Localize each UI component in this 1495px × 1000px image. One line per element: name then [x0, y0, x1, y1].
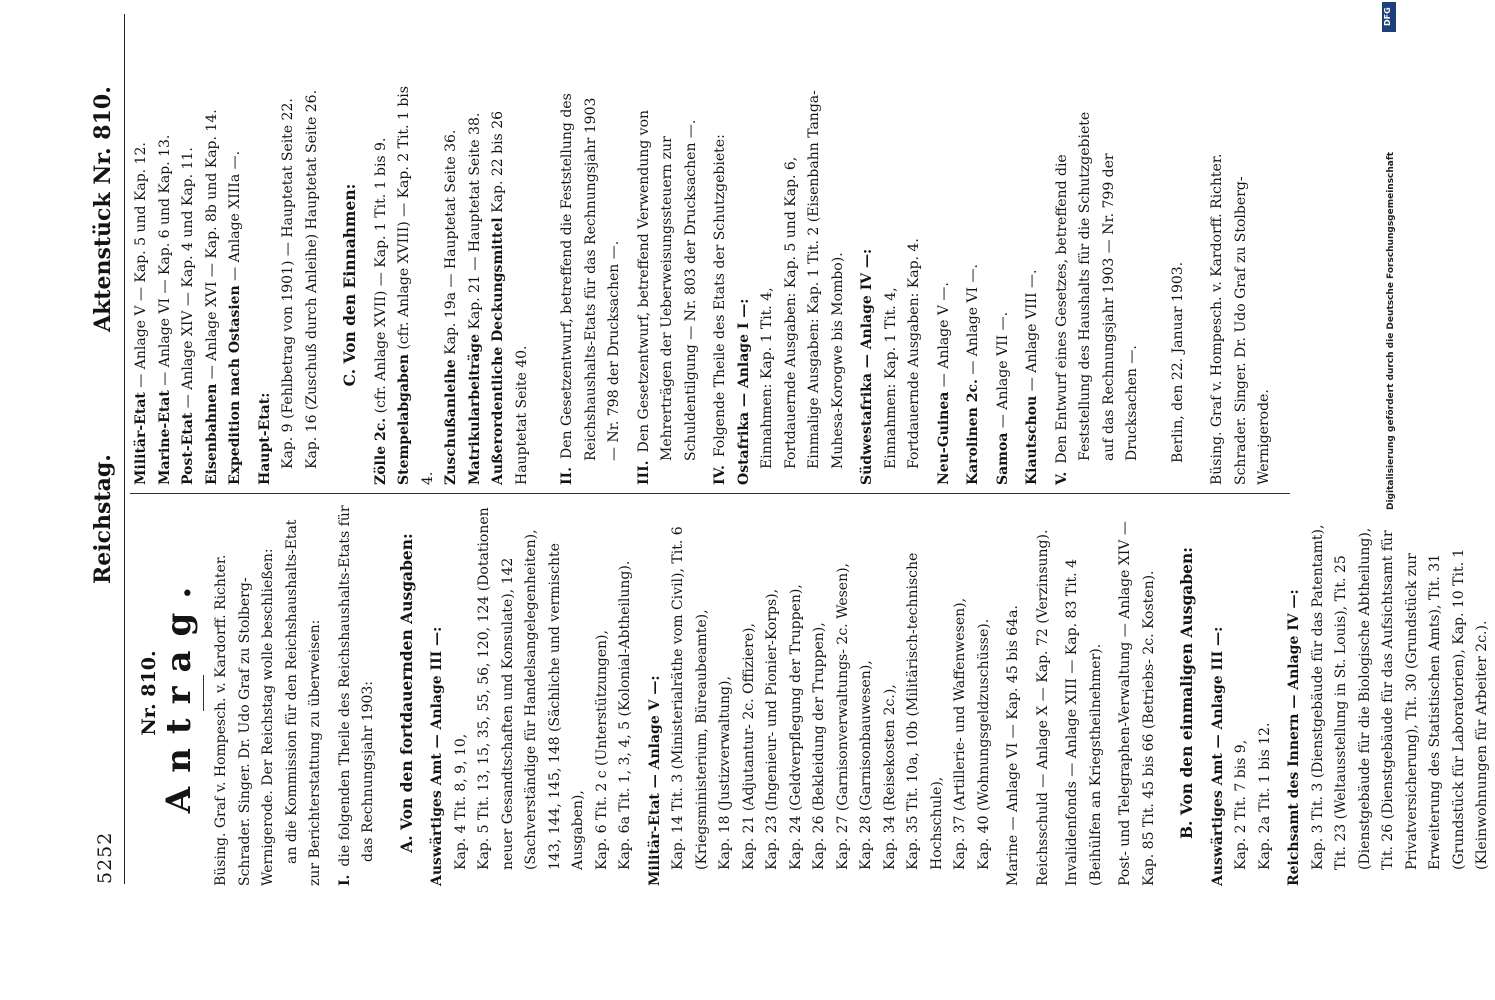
- item-IV-number: IV.: [712, 465, 728, 485]
- colony-text: — Anlage VIII —.: [1024, 269, 1040, 396]
- mil-line: Kap. 26 (Bekleidung der Truppen),: [811, 622, 827, 870]
- mil-line: Kap. 40 (Wohnungsgeldzuschüsse).: [975, 618, 992, 870]
- colony-head: Neu-Guinea: [935, 391, 952, 485]
- reichsschuld-line: Reichsschuld — Anlage X — Kap. 72 (Verzinsung).: [1034, 529, 1051, 886]
- ostafrika-heading: Ostafrika — Anlage I —:: [735, 298, 752, 485]
- invalidenfonds-line: Invalidenfonds — Anlage XIII — Kap. 83 Tit. 4 (Beihülfen an Kriegstheilnehmer).: [1064, 559, 1104, 886]
- item-III-text: Den Gesetzentwurf, betreffend Verwendung von Mehrerträgen der Ueberweisungssteuern zur Schuldentilgung — Nr. 803 der Drucksachen —.: [635, 109, 699, 461]
- item-IV: [709, 85, 733, 485]
- colony-text: — Anlage VI —.: [965, 264, 981, 380]
- etat-entry-text: — Anlage VI — Kap. 6 und Kap. 13.: [156, 134, 173, 391]
- haupt-etat-line: Kap. 16 (Zuschuß durch Anleihe) Hauptetat Seite 26.: [303, 89, 320, 469]
- etat-entry-head: Marine-Etat: [156, 390, 173, 485]
- ostafrika-line: Einmalige Ausgaben: Kap. 1 Tit. 2 (Eisenbahn Tanga-Muhesa-Korogwe bis Mombo).: [806, 90, 846, 469]
- colony-text: — Anlage V —.: [935, 282, 952, 392]
- einnahme-entry: [393, 85, 440, 485]
- running-document-number: Aktenstück Nr. 810.: [90, 86, 116, 332]
- etat-entry: [201, 85, 225, 485]
- einnahme-text: Kap. 19a — Hauptetat Seite 36.: [443, 129, 459, 360]
- suedwestafrika-list: [880, 85, 927, 485]
- aa2-line: Kap. 2a Tit. 1 bis 12.: [1256, 722, 1273, 870]
- mil-line: Kap. 28 (Garnisonbauwesen),: [858, 660, 874, 870]
- suedwestafrika-line: Fortdauernde Ausgaben: Kap. 4.: [906, 238, 922, 469]
- item-V-number: V.: [1053, 471, 1070, 485]
- running-head: [84, 14, 124, 884]
- etat-entry-head: Post-Etat: [180, 412, 196, 485]
- aa2-heading: Auswärtiges Amt — Anlage III —:: [1209, 626, 1226, 886]
- einnahme-head: Außerordentliche Deckungsmittel: [490, 217, 506, 485]
- aa-line: Kap. 6a Tit. 1, 3, 4, 5 (Kolonial-Abtheilung).: [617, 560, 633, 870]
- colony-entry: [1021, 85, 1045, 485]
- einnahme-head: Zuschußanleihe: [443, 359, 459, 485]
- item-IV-text: Folgende Theile des Etats der Schutzgebiete:: [712, 134, 728, 458]
- mil-line: Kap. 37 (Artillerie- und Waffenwesen),: [952, 597, 968, 870]
- date-line: Berlin, den 22. Januar 1903.: [1169, 261, 1186, 463]
- einnahme-text: Kap. 22 bis 26 Hauptetat Seite 40.: [490, 110, 530, 485]
- mil-line: Kap. 35 Tit. 10a, 10b (Militärisch-technische Hochschule),: [905, 552, 945, 870]
- etat-entry-text: — Anlage V — Kap. 5 und Kap. 12.: [133, 142, 149, 393]
- colony-head: Samoa: [994, 432, 1011, 485]
- intro-paragraph: Büsing. Graf v. Hompesch. v. Kardorff. Richter. Schrader. Singer. Dr. Udo Graf zu Stolberg-Wernigerode. Der Reichstag wolle beschließen:: [213, 548, 276, 886]
- einnahme-head: Stempelabgaben: [396, 354, 412, 485]
- mil-line: Kap. 23 (Ingenieur- und Pionier-Korps),: [764, 588, 780, 870]
- left-column: [130, 500, 1495, 886]
- mil-line: Kap. 18 (Justizverwaltung),: [717, 676, 733, 870]
- ri-text: Kap. 3 Tit. 3 (Dienstgebäude für das Patentamt), Tit. 23 (Weltausstellung in St. Louis), Tit. 25 (Dienstgebäude für die Biologische Abtheilung), Tit. 26 (Dienstgebäude für das Aufsichtsamt für Privatversicherung), Tit. 30 (Grundstück zur Erweiterung des Statistischen Amts), Tit. 31 (Grundstück für Laboratorien), Kap. 10 Tit. 1 (Kleinwohnungen für Arbeiter 2c.).: [1309, 524, 1490, 870]
- colony-text: — Anlage VII —.: [994, 311, 1011, 433]
- item-I-text: die folgenden Theile des Reichshaushalts-Etats für das Rechnungsjahr 1903:: [336, 505, 376, 867]
- haupt-etat-line: Kap. 9 (Fehlbetrag von 1901) — Hauptetat Seite 22.: [280, 98, 296, 469]
- intro-instruction: an die Kommission für den Reichshaushalts-Etat zur Berichterstattung zu überweisen:: [283, 519, 323, 886]
- item-V-text: Den Entwurf eines Gesetzes, betreffend die Feststellung des Haushalts für die Schutzgebiete auf das Rechnungsjahr 1903 — Nr. 799 der Drucksachen —.: [1053, 111, 1140, 464]
- colony-head: Kiautschou: [1024, 395, 1040, 485]
- marine-line: Marine — Anlage VI — Kap. 45 bis 64a.: [1005, 605, 1021, 886]
- aa-heading: Auswärtiges Amt — Anlage III —:: [429, 626, 445, 886]
- mil-list: [667, 500, 996, 886]
- section-A-heading: A. Von den fortdauernden Ausgaben:: [396, 533, 416, 853]
- etat-entry-head: Eisenbahnen: [203, 383, 220, 485]
- ri-heading: Reichsamt des Innern — Anlage IV —:: [1286, 589, 1302, 886]
- mil-line: Kap. 21 (Adjutantur- 2c. Offiziere),: [740, 623, 757, 870]
- item-II-text: Den Gesetzentwurf, betreffend die Feststellung des Reichshaushalts-Etats für das Rechnungsjahr 1903 — Nr. 798 der Drucksachen —.: [559, 93, 622, 461]
- page-number: 5252: [94, 831, 116, 884]
- suedwestafrika-heading: Südwestafrika — Anlage IV —:: [859, 248, 875, 485]
- aa-line: Kap. 4 Tit. 8, 9, 10,: [452, 733, 469, 870]
- einnahme-entry: [464, 85, 488, 485]
- etat-entry-text: — Anlage XIV — Kap. 4 und Kap. 11.: [180, 147, 196, 413]
- running-title: Reichstag.: [90, 454, 116, 584]
- mil-line: Kap. 24 (Geldverpflegung der Truppen),: [787, 584, 804, 870]
- etat-entry: [177, 85, 201, 485]
- aa2-list: [1230, 500, 1277, 886]
- dfg-logo-text: DFG: [1383, 7, 1392, 26]
- digitization-note: [1383, 0, 1397, 1000]
- mil-heading: Militär-Etat — Anlage V —:: [646, 675, 663, 886]
- colony-entry: [962, 85, 986, 485]
- mil-line: Kap. 27 (Garnisonverwaltungs- 2c. Wesen),: [834, 562, 851, 870]
- column-divider: [130, 493, 1290, 494]
- einnahme-head: Matrikularbeiträge: [466, 334, 483, 485]
- einnahme-entry: [487, 85, 534, 485]
- etat-entry-head: Militär-Etat: [133, 392, 149, 485]
- haupt-etat-list: [277, 85, 324, 485]
- dfg-logo: [1382, 2, 1396, 32]
- suedwestafrika-line: Einnahmen: Kap. 1 Tit. 4,: [882, 287, 899, 469]
- mil-line: Kap. 14 Tit. 3 (Ministerialräthe vom Civil), Tit. 6 (Kriegsministerium, Büreaubeamte),: [670, 526, 710, 870]
- aa-list: [450, 500, 638, 886]
- etat-entry-text: — Anlage XVI — Kap. 8b und Kap. 14.: [203, 109, 220, 384]
- einnahme-entry: [370, 85, 394, 485]
- document-number: Nr. 810.: [138, 650, 160, 736]
- colony-entry: [992, 85, 1016, 485]
- haupt-etat-heading: Haupt-Etat:: [256, 392, 273, 485]
- item-II: [556, 85, 627, 485]
- etat-entry: [154, 85, 178, 485]
- ostafrika-list: [756, 85, 850, 485]
- title-rule: [203, 675, 204, 711]
- einnahme-head: Zölle 2c.: [372, 417, 389, 485]
- etat-entry-head: Expedition nach Ostasien: [227, 285, 243, 485]
- header-rule: [124, 14, 125, 884]
- aa2-line: Kap. 2 Tit. 7 bis 9,: [1233, 739, 1249, 870]
- section-C-heading: C. Von den Einnahmen:: [340, 183, 359, 387]
- colony-head: Karolinen 2c.: [965, 379, 981, 485]
- einnahme-text: (cfr. Anlage XVIII) — Kap. 2 Tit. 1 bis 4.: [396, 86, 436, 485]
- item-III-number: III.: [635, 460, 652, 485]
- ostafrika-line: Einnahmen: Kap. 1 Tit. 4,: [759, 287, 775, 469]
- einnahme-entry: [440, 85, 464, 485]
- aa-line: Kap. 6 Tit. 2 c (Unterstützungen),: [593, 630, 610, 870]
- post-telegraph-line: Post- und Telegraphen-Verwaltung — Anlage XIV — Kap. 85 Tit. 45 bis 66 (Betriebs- 2c. Kosten).: [1117, 521, 1157, 886]
- item-III: [633, 85, 704, 485]
- digitization-note-text: Digitalisierung gefördert durch die Deutsche Forschungsgemeinschaft: [1386, 151, 1396, 510]
- item-I: [334, 500, 381, 886]
- section-B-heading: B. Von den einmaligen Ausgaben:: [1177, 546, 1196, 840]
- colony-entry: [933, 85, 957, 485]
- right-column: [130, 85, 1277, 485]
- aa-line: Kap. 5 Tit. 13, 15, 35, 55, 56, 120, 124 (Dotationen neuer Gesandtschaften und Konsulate), 142 (Sachverständige für Handelsangelegenheiten), 143, 144, 145, 148 (Sächliche und vermischte Ausgaben),: [476, 507, 586, 870]
- document-title: Antrag.: [158, 572, 199, 814]
- ostafrika-line: Fortdauernde Ausgaben: Kap. 5 und Kap. 6,: [782, 156, 799, 469]
- etat-entry-text: — Anlage XIIIa —.: [227, 150, 243, 286]
- signatures: Büsing. Graf v. Hompesch. v. Kardorff. Richter. Schrader. Singer. Dr. Udo Graf zu Stolberg-Wernigerode.: [1209, 153, 1272, 485]
- item-II-number: II.: [559, 467, 575, 485]
- etat-entry: [224, 85, 248, 485]
- etat-entry: [130, 85, 154, 485]
- mil-line: Kap. 34 (Reisekosten 2c.),: [881, 684, 898, 870]
- item-V: [1051, 85, 1145, 485]
- einnahme-text: Kap. 21 — Hauptetat Seite 38.: [466, 112, 483, 334]
- item-I-number: I.: [336, 874, 353, 886]
- einnahme-text: (cfr. Anlage XVII) — Kap. 1 Tit. 1 bis 9.: [372, 137, 389, 418]
